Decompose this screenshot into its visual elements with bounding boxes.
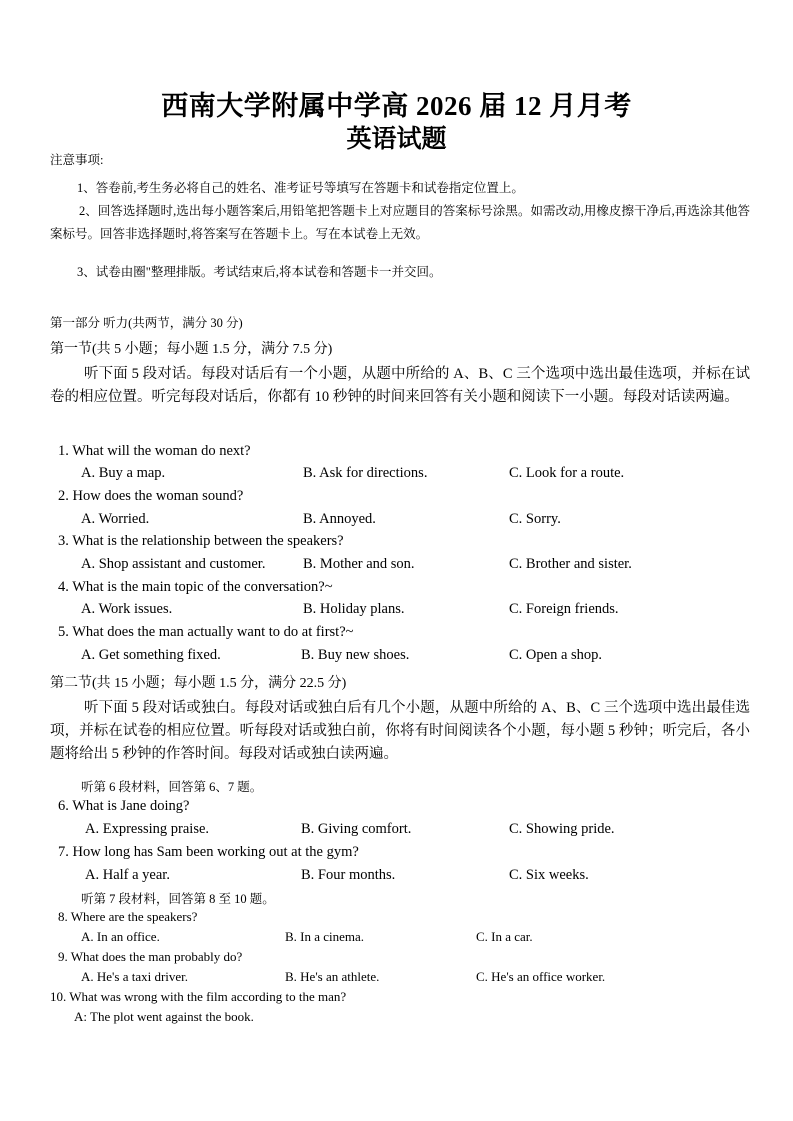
option-b: B. Holiday plans. — [303, 601, 405, 617]
option-c: C. Look for a route. — [509, 465, 625, 481]
option-a: A. Half a year. — [85, 867, 170, 883]
question: 5. What does the man actually want to do at first?~ — [58, 624, 354, 640]
section-heading: 第二节(共 15 小题；每小题 1.5 分，满分 22.5 分) — [50, 676, 347, 691]
option-a: A: The plot went against the book. — [74, 1009, 254, 1024]
notice-item: 2、回答选择题时,选出每小题答案后,用铅笔把答题卡上对应题目的答案标号涂黑。如需改动,用橡皮擦干净后,再选涂其他答案标号。回答非选择题时,将答案写在答题卡上。写在本试卷上无效。 — [50, 204, 750, 241]
page-subtitle: 英语试题 — [346, 126, 447, 153]
option-c: C. Brother and sister. — [509, 556, 632, 572]
option-a: A. Get something fixed. — [81, 647, 221, 663]
option-a: A. Worried. — [81, 511, 150, 527]
option-b: B. Four months. — [301, 867, 396, 883]
question: 3. What is the relationship between the speakers? — [58, 533, 344, 549]
option-c: C. Sorry. — [509, 511, 561, 527]
section-instructions: 听下面 5 段对话。每段对话后有一个小题，从题中所给的 A、B、C 三个选项中选出最佳选项，并标在试卷的相应位置。听完每段对话后，你都有 10 秒钟的时间来回答有关小题和阅读下一小题。每段对话读两遍。 — [50, 366, 750, 405]
option-b: B. He's an athlete. — [285, 969, 380, 984]
option-a: A. Shop assistant and customer. — [81, 556, 266, 572]
notice-heading: 注意事项: — [50, 153, 104, 167]
section-instructions: 听下面 5 段对话或独白。每段对话或独白后有几个小题，从题中所给的 A、B、C 三个选项中选出最佳选项，并标在试卷的相应位置。听每段对话或独白前，你将有时间阅读各个小题，每小题 5 秒钟；听完后，各小题将给出 5 秒钟的作答时间。每段对话或独白读两遍。 — [50, 700, 750, 762]
question: 2. How does the woman sound? — [58, 488, 244, 504]
question: 4. What is the main topic of the conversation?~ — [58, 579, 333, 595]
question: 9. What does the man probably do? — [58, 949, 243, 964]
notice-item: 3、试卷由圈"整理排版。考试结束后,将本试卷和答题卡一并交回。 — [77, 265, 442, 279]
question: 1. What will the woman do next? — [58, 443, 251, 459]
material-heading: 听第 7 段材料，回答第 8 至 10 题。 — [81, 892, 275, 906]
page-title: 西南大学附属中学高 2026 届 12 月月考 — [161, 91, 632, 121]
option-b: B. Buy new shoes. — [301, 647, 410, 663]
option-a: A. Buy a map. — [81, 465, 166, 481]
part-heading: 第一部分 听力(共两节，满分 30 分) — [50, 316, 243, 330]
section-heading: 第一节(共 5 小题；每小题 1.5 分，满分 7.5 分) — [50, 342, 333, 357]
option-c: C. He's an office worker. — [476, 969, 606, 984]
question: 10. What was wrong with the film according to the man? — [50, 989, 347, 1004]
option-b: B. Giving comfort. — [301, 821, 412, 837]
option-a: A. Expressing praise. — [85, 821, 210, 837]
question: 7. How long has Sam been working out at the gym? — [58, 844, 359, 860]
option-a: A. He's a taxi driver. — [81, 969, 189, 984]
option-b: B. Mother and son. — [303, 556, 415, 572]
option-b: B. Annoyed. — [303, 511, 376, 527]
question: 8. Where are the speakers? — [58, 909, 198, 924]
option-c: C. In a car. — [476, 929, 533, 944]
option-c: C. Foreign friends. — [509, 601, 619, 617]
question: 6. What is Jane doing? — [58, 798, 190, 814]
option-b: B. In a cinema. — [285, 929, 365, 944]
option-c: C. Six weeks. — [509, 867, 589, 883]
option-b: B. Ask for directions. — [303, 465, 428, 481]
option-a: A. Work issues. — [81, 601, 173, 617]
option-a: A. In an office. — [81, 929, 160, 944]
notice-item: 1、答卷前,考生务必将自己的姓名、准考证号等填写在答题卡和试卷指定位置上。 — [77, 181, 524, 195]
option-c: C. Open a shop. — [509, 647, 603, 663]
option-c: C. Showing pride. — [509, 821, 615, 837]
material-heading: 听第 6 段材料，回答第 6、7 题。 — [81, 780, 263, 794]
